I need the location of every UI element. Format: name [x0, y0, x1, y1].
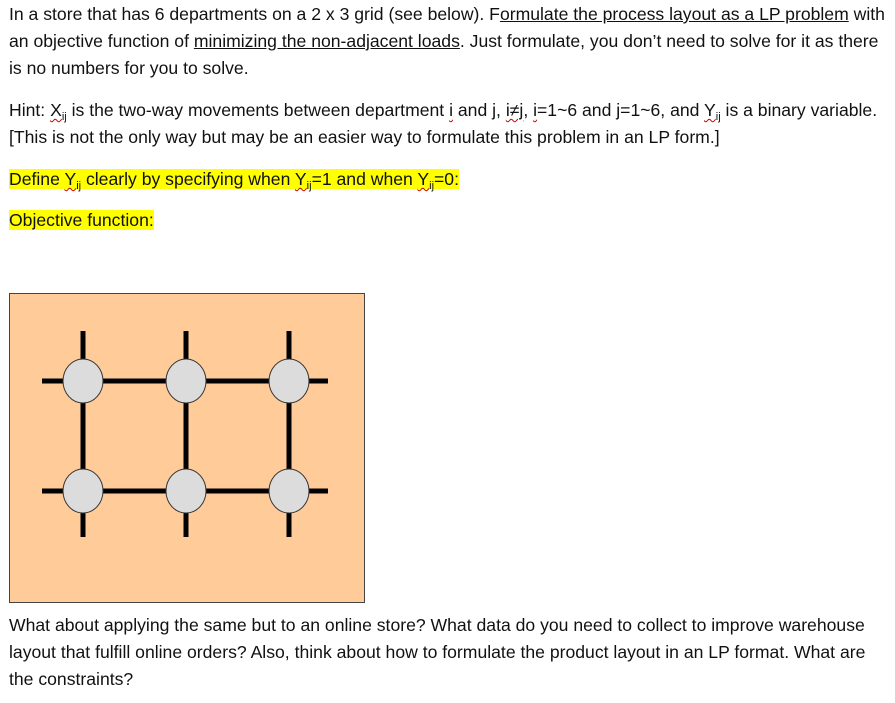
department-node-5 — [166, 469, 206, 513]
intro-text: In a store that has 6 departments on a 2 x 3 grid (see below). F — [9, 4, 500, 24]
y-sub: ij — [715, 111, 721, 123]
i-neq-j: i≠j — [505, 100, 524, 120]
hint-and-j: and j, — [453, 100, 506, 120]
department-node-4 — [63, 469, 103, 513]
x-sub: ij — [61, 111, 67, 123]
hint-part2: is a binary variable. [This is not the only way but may be an easier way to formulate this problem in an LP form.] — [9, 100, 878, 147]
objective-label-text: Objective function: — [9, 210, 154, 230]
x-ij-variable — [50, 100, 67, 123]
closing-question: What about applying the same but to an online store? What data do you need to collect to improve warehouse layout that fulfill online orders? Also, think about how to formulate the product layout in an LP format. What are the constraints? — [9, 615, 866, 689]
y-var: Y — [704, 100, 716, 120]
department-node-6 — [269, 469, 309, 513]
define-mid: clearly by specifying when — [81, 169, 295, 189]
intro-paragraph — [9, 1, 885, 82]
define-lead: Define — [9, 169, 65, 189]
hint-part1: is the two-way movements between department — [66, 100, 450, 120]
task-underlined: ormulate the process layout as a LP problem — [499, 4, 849, 24]
y-ij-2 — [294, 169, 312, 192]
y-ij-3 — [417, 169, 435, 192]
department-node-1 — [63, 359, 103, 403]
define-eq1: =1 and when — [311, 169, 418, 189]
y-ij-variable — [704, 100, 721, 123]
objective-function-label — [9, 207, 885, 234]
y2-var: Y — [294, 169, 307, 189]
department-node-3 — [269, 359, 309, 403]
y3-var: Y — [417, 169, 430, 189]
i-letter: i — [449, 100, 453, 120]
define-y-line — [9, 166, 885, 193]
intro-mid: with an objective function of — [9, 4, 885, 51]
objective-underlined: minimizing the non-adjacent loads — [193, 31, 460, 51]
department-node-2 — [166, 359, 206, 403]
define-y-highlight — [9, 169, 459, 192]
hint-lead: Hint: — [9, 100, 51, 120]
y3-sub: ij — [429, 180, 435, 192]
department-grid-diagram — [9, 293, 365, 603]
define-eq0: =0: — [434, 169, 459, 189]
y2-sub: ij — [306, 180, 312, 192]
intro-end: . Just formulate, you don’t need to solve for it as there is no numbers for you to solve. — [9, 31, 879, 78]
y-ij-1 — [64, 169, 82, 192]
grid-svg — [10, 294, 364, 602]
y1-sub: ij — [76, 180, 82, 192]
y1-var: Y — [64, 169, 77, 189]
hint-comma: , — [523, 100, 534, 120]
hint-paragraph — [9, 97, 885, 151]
x-var: X — [50, 100, 62, 120]
hint-range: =1~6 and j=1~6, and — [537, 100, 704, 120]
i-range: i — [533, 100, 538, 120]
